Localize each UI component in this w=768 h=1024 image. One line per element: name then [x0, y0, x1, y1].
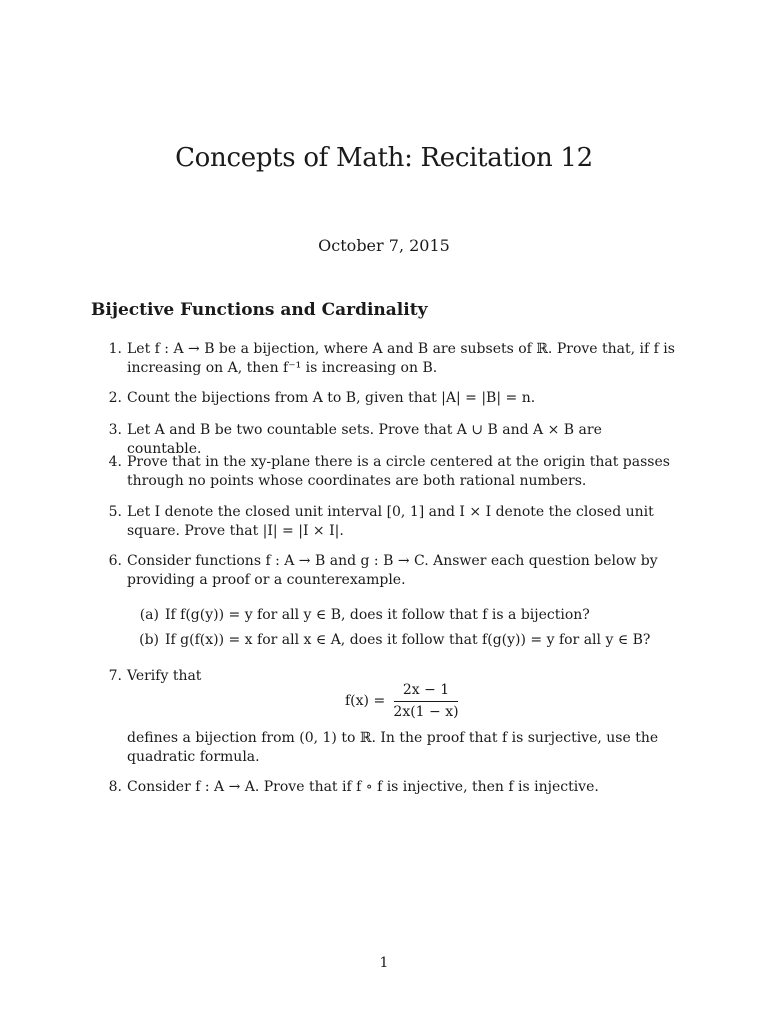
problem-number: 3.	[108, 422, 122, 438]
problem-text: Prove that in the xy-plane there is a circle centered at the origin that passes through no points whose coordinates are both rational numbers.	[127, 454, 670, 489]
problem-number: 6.	[108, 553, 122, 569]
problem-2	[106, 389, 679, 408]
subpart-b	[133, 632, 678, 648]
problem-number: 1.	[108, 341, 122, 357]
problem-text: Consider functions f : A → B and g : B → C. Answer each question below by providing a proof or a counterexample.	[127, 553, 658, 588]
problem-4	[106, 453, 679, 490]
problem-text: Count the bijections from A to B, given that |A| = |B| = n.	[127, 390, 536, 406]
subpart-text: If f(g(y)) = y for all y ∈ B, does it follow that f is a bijection?	[165, 607, 590, 623]
subpart-label: (a)	[139, 607, 159, 623]
problem-number: 7.	[108, 668, 122, 684]
problem-number: 8.	[108, 779, 122, 795]
problem-text: Let I denote the closed unit interval [0, 1] and I × I denote the closed unit square. Prove that |I| = |I × I|.	[127, 504, 654, 539]
fraction-bar	[394, 701, 458, 702]
problem-7-followup	[106, 729, 679, 766]
document-title: Concepts of Math: Recitation 12	[175, 143, 593, 173]
equation-lhs: f(x) =	[345, 693, 386, 709]
problem-number: 5.	[108, 504, 122, 520]
page-number: 1	[379, 955, 389, 971]
problem-text: Let A and B be two countable sets. Prove that A ∪ B and A × B are countable.	[127, 422, 602, 457]
equation-denominator: 2x(1 − x)	[393, 704, 459, 720]
problem-8	[106, 778, 679, 797]
equation-numerator: 2x − 1	[402, 682, 450, 698]
problem-5	[106, 503, 679, 540]
section-heading: Bijective Functions and Cardinality	[91, 300, 428, 320]
problem-1	[106, 340, 679, 377]
document-date: October 7, 2015	[318, 236, 450, 255]
problem-text: defines a bijection from (0, 1) to ℝ. In the proof that f is surjective, use the quadratic formula.	[127, 730, 659, 765]
subpart-label: (b)	[139, 632, 159, 648]
problem-number: 2.	[108, 390, 122, 406]
problem-text: Verify that	[127, 668, 202, 684]
subpart-text: If g(f(x)) = x for all x ∈ A, does it follow that f(g(y)) = y for all y ∈ B?	[165, 632, 651, 648]
problem-text: Consider f : A → A. Prove that if f ∘ f is injective, then f is injective.	[127, 779, 599, 795]
problem-7	[106, 667, 679, 686]
problem-6	[106, 552, 679, 589]
problem-number: 4.	[108, 454, 122, 470]
subpart-a	[133, 607, 678, 623]
problem-text: Let f : A → B be a bijection, where A and B are subsets of ℝ. Prove that, if f is increasing on A, then f⁻¹ is increasing on B.	[127, 341, 675, 376]
